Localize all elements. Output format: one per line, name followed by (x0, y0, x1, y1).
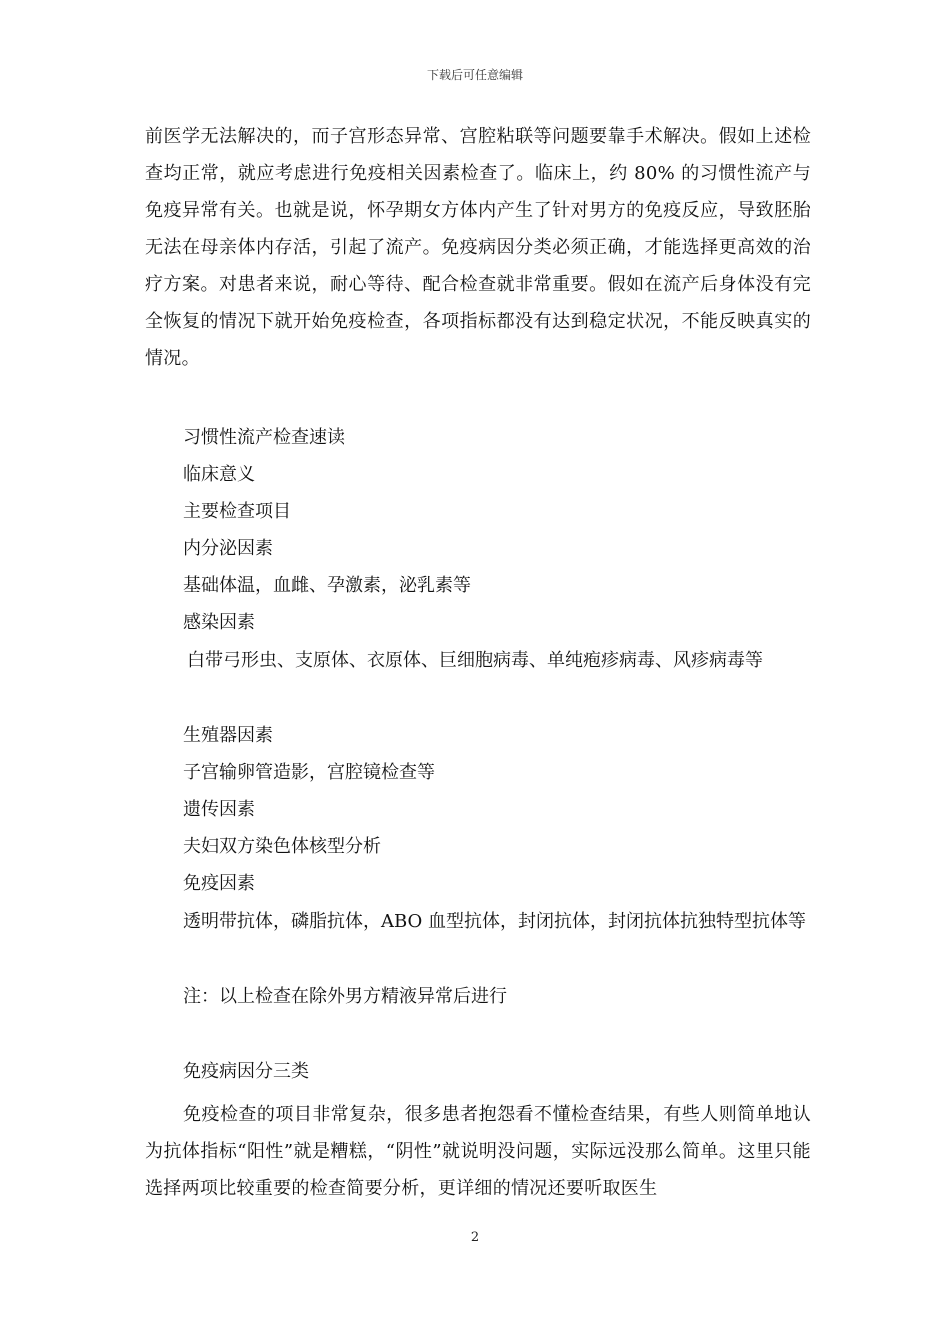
clinical-significance-label: 临床意义 (183, 464, 255, 485)
genetic-items: 夫妇双方染色体核型分析 (183, 836, 381, 857)
intro-paragraph: 前医学无法解决的，而子宫形态异常、宫腔粘联等问题要靠手术解决。假如上述检查均正常，就应考虑进行免疫相关因素检查了。临床上，约 80% 的习惯性流产与免疫异常有关。也就是说，怀孕期女方体内产生了针对男方的免疫反应，导致胚胎无法在母亲体内存活，引起了流产。免疫病因分类必须正确，才能选择更高效的治疗方案。对患者来说，耐心等待、配合检查就非常重要。假如在流产后身体没有完全恢复的情况下就开始免疫检查，各项指标都没有达到稳定状况，不能反映真实的情况。 (145, 126, 811, 369)
immune-label: 免疫因素 (183, 873, 255, 894)
checklist-title: 习惯性流产检查速读 (183, 427, 345, 448)
infection-label: 感染因素 (183, 612, 255, 633)
genital-label: 生殖器因素 (183, 725, 273, 746)
endocrine-items: 基础体温，血雌、孕激素，泌乳素等 (183, 575, 471, 596)
section2-paragraph: 免疫检查的项目非常复杂，很多患者抱怨看不懂检查结果，有些人则简单地认为抗体指标“阳性”就是糟糕，“阴性”就说明没问题，实际远没那么简单。这里只能选择两项比较重要的检查简要分析，更详细的情况还要听取医生 (145, 1104, 811, 1199)
checklist-note: 注：以上检查在除外男方精液异常后进行 (183, 986, 507, 1007)
genital-items: 子宫输卵管造影，宫腔镜检查等 (183, 762, 435, 783)
page-number: 2 (470, 1230, 480, 1245)
endocrine-label: 内分泌因素 (183, 538, 273, 559)
page-header: 下载后可任意编辑 (426, 68, 523, 82)
genetic-label: 遗传因素 (183, 799, 255, 820)
section2-title: 免疫病因分三类 (183, 1061, 309, 1082)
main-items-label: 主要检查项目 (183, 501, 291, 522)
immune-items: 透明带抗体，磷脂抗体，ABO 血型抗体，封闭抗体，封闭抗体抗独特型抗体等 (183, 911, 807, 932)
infection-items: 白带弓形虫、支原体、衣原体、巨细胞病毒、单纯疱疹病毒、风疹病毒等 (187, 650, 763, 671)
